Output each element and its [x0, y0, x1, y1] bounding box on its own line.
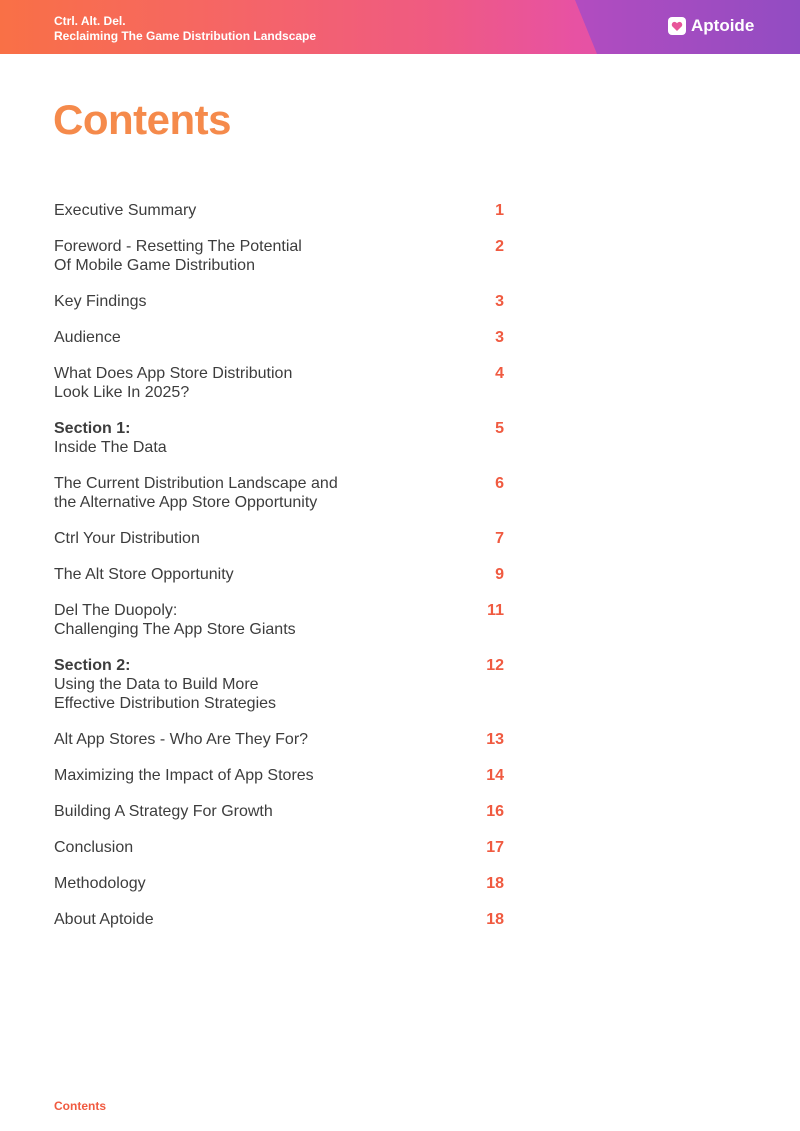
- toc-entry-line: Maximizing the Impact of App Stores: [54, 767, 314, 784]
- toc-page-number: 5: [495, 420, 504, 437]
- toc-entry-line: the Alternative App Store Opportunity: [54, 494, 318, 511]
- toc-entry-line: The Current Distribution Landscape and: [54, 475, 338, 492]
- toc-entry-line: Look Like In 2025?: [54, 384, 190, 401]
- toc-entry-title: [54, 419, 167, 457]
- toc-entry[interactable]: [54, 565, 506, 584]
- toc-section-heading: Section 2:: [54, 657, 131, 674]
- document-title: [54, 14, 316, 44]
- toc-entry[interactable]: [54, 328, 506, 347]
- toc-page-number: 14: [486, 767, 504, 784]
- toc-entry[interactable]: [54, 838, 506, 857]
- toc-entry-title: [54, 292, 147, 311]
- toc-entry-title: [54, 838, 133, 857]
- toc-entry-title: [54, 529, 200, 548]
- toc-entry-line: Ctrl Your Distribution: [54, 530, 200, 547]
- toc-entry-title: [54, 328, 121, 347]
- toc-entry-line: Key Findings: [54, 293, 147, 310]
- header-banner: [0, 0, 800, 54]
- toc-entry-line: Methodology: [54, 875, 146, 892]
- toc-page-number: 2: [495, 238, 504, 255]
- toc-entry[interactable]: [54, 802, 506, 821]
- toc-page-number: 9: [495, 566, 504, 583]
- toc-entry[interactable]: [54, 201, 506, 220]
- toc-page-number: 13: [486, 731, 504, 748]
- toc-page-number: 6: [495, 475, 504, 492]
- toc-page-number: 12: [486, 657, 504, 674]
- toc-entry[interactable]: [54, 730, 506, 749]
- toc-entry-title: [54, 201, 196, 220]
- table-of-contents: [54, 201, 506, 946]
- toc-entry-line: Foreword - Resetting The Potential: [54, 238, 302, 255]
- toc-page-number: 18: [486, 911, 504, 928]
- toc-entry-title: [54, 910, 154, 929]
- brand-name: Aptoide: [691, 16, 755, 35]
- toc-entry-line: Alt App Stores - Who Are They For?: [54, 731, 309, 748]
- aptoide-logo[interactable]: [668, 16, 754, 36]
- toc-entry[interactable]: [54, 419, 506, 457]
- toc-entry[interactable]: [54, 474, 506, 512]
- toc-entry-title: [54, 364, 292, 402]
- toc-entry[interactable]: [54, 237, 506, 275]
- toc-entry-line: Inside The Data: [54, 439, 167, 456]
- toc-entry-title: [54, 766, 314, 785]
- toc-entry-line: What Does App Store Distribution: [54, 365, 293, 382]
- toc-entry-line: About Aptoide: [54, 911, 154, 928]
- toc-page-number: 11: [487, 602, 504, 619]
- toc-entry-line: Effective Distribution Strategies: [54, 695, 277, 712]
- toc-entry-line: Conclusion: [54, 839, 134, 856]
- document-title-line-1: Ctrl. Alt. Del.: [54, 14, 126, 28]
- toc-page-number: 17: [486, 839, 504, 856]
- toc-page-number: 4: [495, 365, 504, 382]
- toc-page-number: 3: [495, 293, 504, 310]
- page-title: Contents: [53, 96, 231, 143]
- toc-entry-title: [54, 656, 276, 713]
- toc-entry-line: Using the Data to Build More: [54, 676, 259, 693]
- document-title-line-2: Reclaiming The Game Distribution Landscape: [54, 29, 317, 43]
- footer-section-label: Contents: [54, 1099, 106, 1113]
- toc-page-number: 16: [486, 803, 504, 820]
- aptoide-logo-icon: [668, 17, 686, 35]
- toc-entry-title: [54, 730, 308, 749]
- toc-entry[interactable]: [54, 874, 506, 893]
- toc-entry-line: Building A Strategy For Growth: [54, 803, 273, 820]
- toc-entry-title: [54, 474, 338, 512]
- toc-page-number: 3: [495, 329, 504, 346]
- toc-entry-title: [54, 565, 234, 584]
- toc-entry-line: Audience: [54, 329, 121, 346]
- toc-entry[interactable]: [54, 292, 506, 311]
- toc-entry[interactable]: [54, 766, 506, 785]
- toc-entry[interactable]: [54, 601, 506, 639]
- toc-page-number: 1: [495, 202, 504, 219]
- toc-entry-title: [54, 237, 302, 275]
- toc-entry-line: The Alt Store Opportunity: [54, 566, 234, 583]
- toc-entry[interactable]: [54, 364, 506, 402]
- toc-entry-title: [54, 874, 146, 893]
- toc-entry[interactable]: [54, 656, 506, 713]
- toc-entry-title: [54, 601, 296, 639]
- toc-entry-line: Del The Duopoly:: [54, 602, 178, 619]
- toc-entry-title: [54, 802, 273, 821]
- toc-entry[interactable]: [54, 910, 506, 929]
- toc-entry-line: Executive Summary: [54, 202, 197, 219]
- toc-page-number: 7: [495, 530, 504, 547]
- toc-entry[interactable]: [54, 529, 506, 548]
- toc-entry-line: Challenging The App Store Giants: [54, 621, 296, 638]
- toc-section-heading: Section 1:: [54, 420, 131, 437]
- toc-page-number: 18: [486, 875, 504, 892]
- toc-entry-line: Of Mobile Game Distribution: [54, 257, 255, 274]
